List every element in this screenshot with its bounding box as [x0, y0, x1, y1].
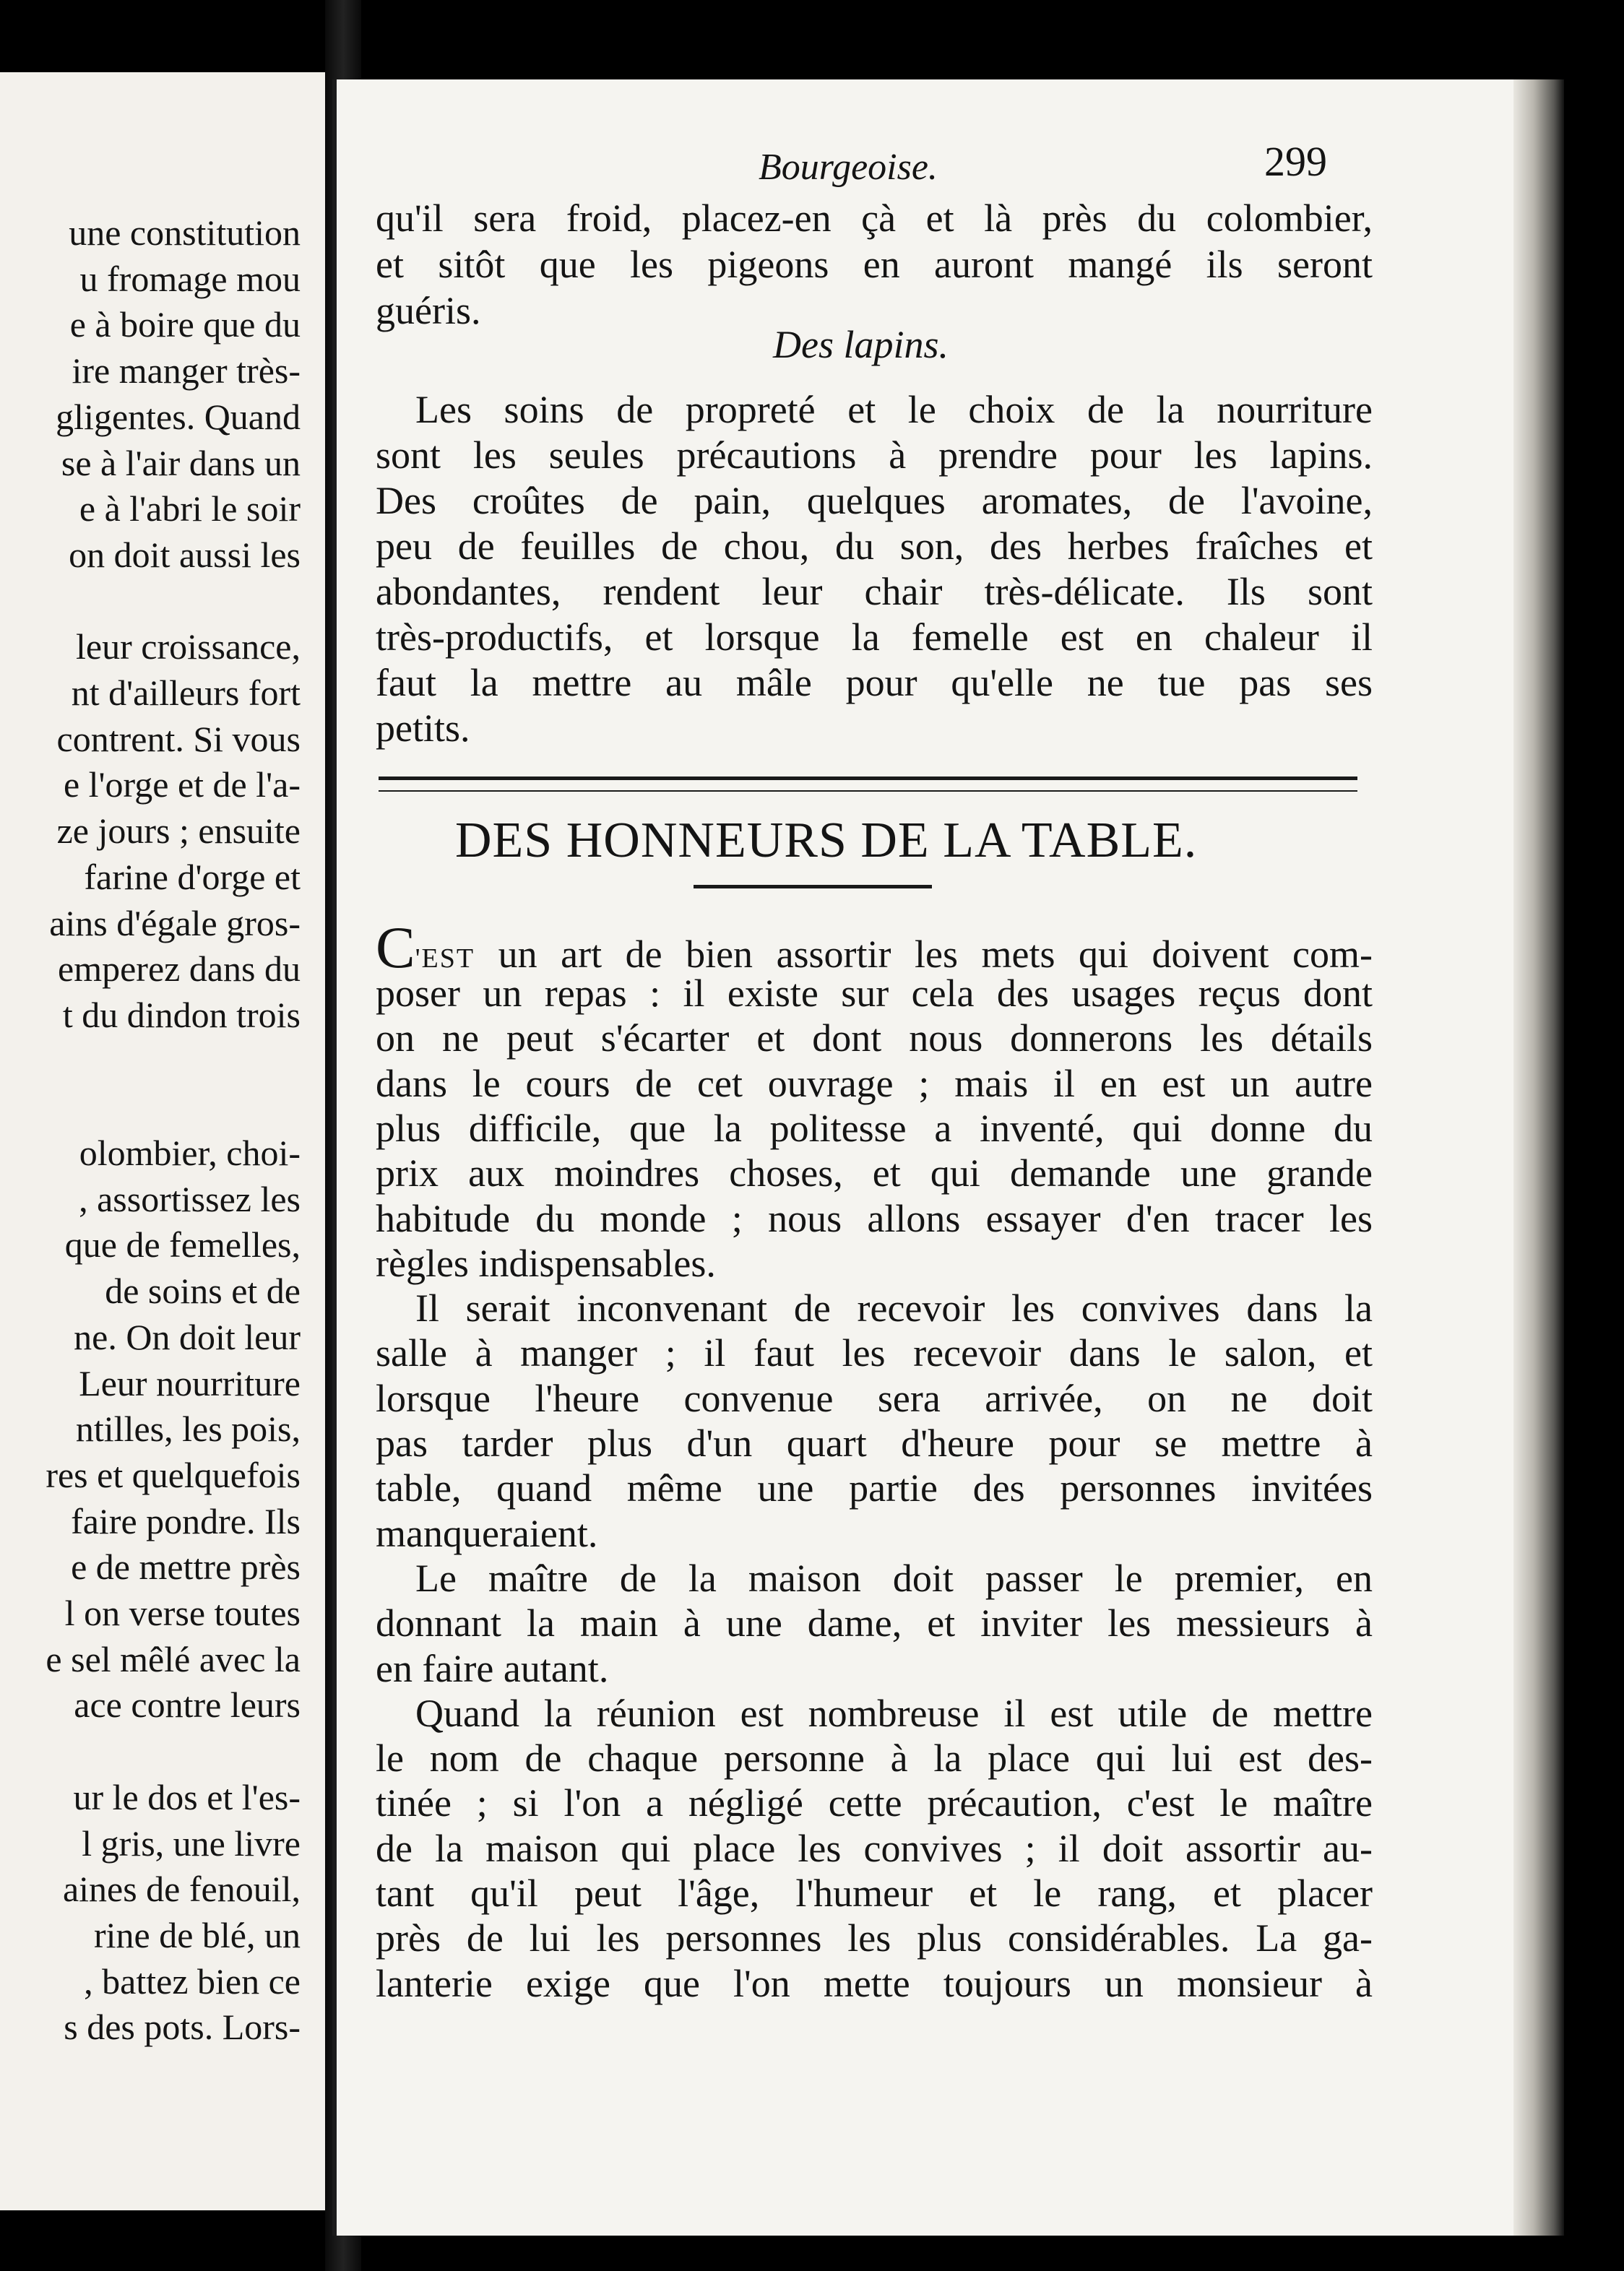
text-line: Des croûtes de pain, quelques aromates, de l'avoine, — [376, 479, 1373, 522]
facing-page-line: , battez bien ce — [84, 1960, 301, 2002]
text-line: petits. — [376, 706, 470, 750]
text-line: poser un repas : il existe sur cela des usages reçus dont — [376, 972, 1373, 1015]
facing-page-fragment — [0, 72, 327, 2210]
section-divider — [379, 777, 1357, 792]
facing-page-line: ze jours ; ensuite — [56, 810, 301, 852]
facing-page-line: de soins et de — [105, 1271, 301, 1312]
text-line: et sitôt que les pigeons en auront mangé ils seront — [376, 243, 1373, 286]
text-line: habitude du monde ; nous allons essayer d'en tracer les — [376, 1196, 1373, 1240]
facing-page-line: ire manger très- — [72, 350, 301, 392]
section-title: DES HONNEURS DE LA TABLE. — [455, 813, 1198, 868]
page-number: 299 — [1264, 138, 1327, 185]
page-edge — [1513, 79, 1564, 2236]
text-line: faut la mettre au mâle pour qu'elle ne tue pas ses — [376, 661, 1373, 704]
facing-page-line: une constitution — [69, 212, 301, 253]
facing-page-line: s des pots. Lors- — [64, 2007, 301, 2048]
text-line: table, quand même une partie des personnes invitées — [376, 1466, 1373, 1510]
text-line: donnant la main à une dame, et inviter les messieurs à — [376, 1601, 1373, 1645]
facing-page-line: , assortissez les — [79, 1178, 301, 1219]
text-line: on ne peut s'écarter et dont nous donnerons les détails — [376, 1016, 1373, 1060]
running-head: Bourgeoise. — [759, 147, 938, 188]
facing-page-line: e sel mêlé avec la — [46, 1638, 301, 1679]
facing-page-line: olombier, choi- — [79, 1133, 301, 1173]
facing-page-line: gligentes. Quand — [56, 396, 301, 437]
text-line: abondantes, rendent leur chair très-délicate. Ils sont — [376, 570, 1373, 613]
subheading-lapins: Des lapins. — [773, 323, 949, 366]
facing-page-line: leur croissance, — [76, 626, 301, 667]
facing-page-line: l gris, une livre — [82, 1822, 301, 1864]
drop-capital: C — [376, 914, 415, 980]
facing-page-line: faire pondre. Ils — [71, 1500, 301, 1541]
facing-page-line: on doit aussi les — [69, 534, 301, 575]
text-line: Les soins de propreté et le choix de la nourriture — [415, 388, 1373, 431]
text-line: le nom de chaque personne à la place qui lui est des- — [376, 1736, 1373, 1781]
text-line: plus difficile, que la politesse a inventé, qui donne du — [376, 1106, 1373, 1150]
facing-page-line: l on verse toutes — [64, 1593, 301, 1633]
text-line: près de lui les personnes les plus considérables. La ga- — [376, 1916, 1373, 1960]
text-line: de la maison qui place les convives ; il doit assortir au- — [376, 1826, 1373, 1870]
text-line: pas tarder plus d'un quart d'heure pour se mettre à — [376, 1422, 1373, 1465]
text-line: lanterie exige que l'on mette toujours un monsieur à — [376, 1961, 1373, 2005]
facing-page-line: nt d'ailleurs fort — [71, 672, 301, 713]
facing-page-line: e à boire que du — [69, 304, 301, 345]
facing-page-line: u fromage mou — [79, 258, 301, 299]
text-line: Le maître de la maison doit passer le premier, en — [415, 1556, 1373, 1600]
text-line: manqueraient. — [376, 1511, 598, 1555]
facing-page-line: ains d'égale gros- — [49, 902, 301, 943]
facing-page-line: Leur nourriture — [79, 1362, 301, 1403]
small-caps-word: 'EST — [415, 943, 475, 974]
text-line: peu de feuilles de chou, du son, des herbes fraîches et — [376, 524, 1373, 568]
text-line: en faire autant. — [376, 1646, 609, 1690]
text-line: tinée ; si l'on a négligé cette précaution, c'est le maître — [376, 1781, 1373, 1825]
facing-page-line: ace contre leurs — [74, 1684, 301, 1726]
text-line: règles indispensables. — [376, 1241, 716, 1285]
facing-page-line: aines de fenouil, — [62, 1869, 301, 1910]
text-line: guéris. — [376, 289, 481, 332]
text-line: prix aux moindres choses, et qui demande une grande — [376, 1151, 1373, 1195]
facing-page-line: res et quelquefois — [46, 1454, 301, 1495]
first-line-text: un art de bien assortir les mets qui doivent com- — [475, 933, 1373, 976]
facing-page-line: e à l'abri le soir — [79, 488, 301, 529]
facing-page-line: contrent. Si vous — [56, 718, 301, 759]
facing-page-line: ntilles, les pois, — [75, 1409, 301, 1450]
facing-page-line: farine d'orge et — [84, 856, 301, 897]
facing-page-line: rine de blé, un — [93, 1914, 301, 1955]
text-line: qu'il sera froid, placez-en çà et là près du colombier, — [376, 196, 1373, 240]
facing-page-line: ne. On doit leur — [74, 1316, 301, 1357]
text-line: très-productifs, et lorsque la femelle est en chaleur il — [376, 615, 1373, 659]
text-line: dans le cours de cet ouvrage ; mais il en est un autre — [376, 1061, 1373, 1105]
facing-page-line: e l'orge et de l'a- — [63, 764, 301, 805]
text-line: lorsque l'heure convenue sera arrivée, on ne doit — [376, 1376, 1373, 1420]
facing-page-line: emperez dans du — [58, 948, 301, 990]
text-line: tant qu'il peut l'âge, l'humeur et le rang, et placer — [376, 1872, 1373, 1915]
facing-page-line: e de mettre près — [71, 1547, 301, 1588]
text-line: Il serait inconvenant de recevoir les convives dans la — [415, 1286, 1373, 1331]
facing-page-line: t du dindon trois — [62, 994, 301, 1035]
text-line: sont les seules précautions à prendre pour les lapins. — [376, 433, 1373, 477]
title-underline — [694, 885, 932, 888]
facing-page-line: ur le dos et l'es- — [73, 1776, 301, 1817]
text-line: Quand la réunion est nombreuse il est utile de mettre — [415, 1691, 1373, 1735]
facing-page-line: se à l'air dans un — [61, 442, 301, 483]
facing-page-line: que de femelles, — [64, 1224, 301, 1266]
text-line: salle à manger ; il faut les recevoir dans le salon, et — [376, 1331, 1373, 1375]
